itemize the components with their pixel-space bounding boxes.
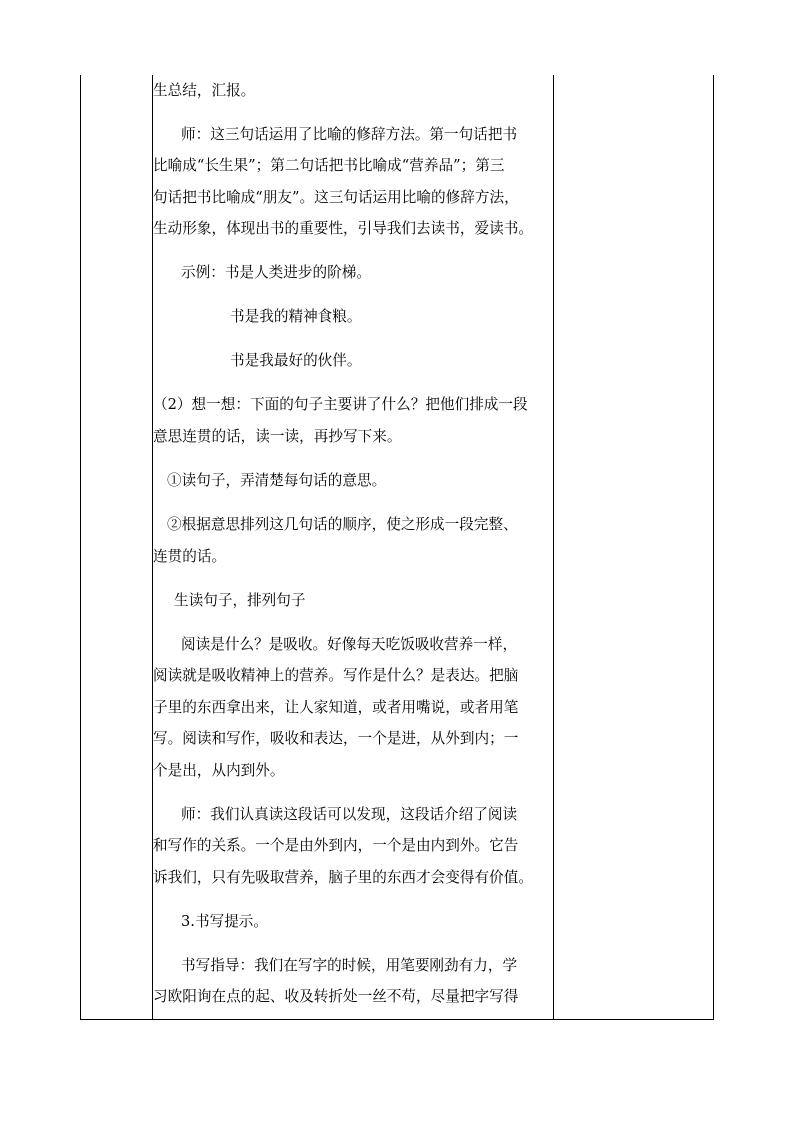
text-line: 意思连贯的话，读一读，再抄写下来。 <box>153 428 402 445</box>
text-line: 书是我最好的伙伴。 <box>230 352 362 369</box>
text-line: 习欧阳询在点的起、收及转折处一丝不苟，尽量把字写得 <box>153 988 519 1005</box>
text-line: 写。阅读和写作，吸收和表达，一个是进，从外到内；一 <box>153 730 519 747</box>
text-line: 示例：书是人类进步的阶梯。 <box>181 264 371 281</box>
text-line: 句话把书比喻成“朋友”。这三句话运用比喻的修辞方法， <box>153 189 519 206</box>
table-column-divider-right <box>553 75 554 1019</box>
text-line: 书写指导：我们在写字的时候，用笔要刚劲有力，学 <box>181 957 518 974</box>
text-line: 阅读是什么？是吸收。好像每天吃饭吸收营养一样， <box>181 636 518 653</box>
text-line: 阅读就是吸收精神上的营养。写作是什么？是表达。把脑 <box>153 667 519 684</box>
lesson-content-cell <box>153 75 553 1020</box>
text-line: 书是我的精神食粮。 <box>230 308 362 325</box>
text-line: 生读句子，排列句子 <box>174 592 306 609</box>
text-line: 师：这三句话运用了比喻的修辞方法。第一句话把书 <box>181 126 518 143</box>
text-line: 子里的东西拿出来，让人家知道，或者用嘴说，或者用笔 <box>153 699 519 716</box>
text-line: ①读句子，弄清楚每句话的意思。 <box>167 472 387 489</box>
text-line: ②根据意思排列这几句话的顺序，使之形成一段完整、 <box>167 516 518 533</box>
text-line: 和写作的关系。一个是由外到内，一个是由内到外。它告 <box>153 837 519 854</box>
text-line: （2）想一想：下面的句子主要讲了什么？把他们排成一段 <box>153 396 528 413</box>
lesson-table <box>80 75 714 1020</box>
text-line: 生总结，汇报。 <box>153 82 256 99</box>
text-line: 连贯的话。 <box>153 548 227 565</box>
text-line: 师：我们认真读这段话可以发现，这段话介绍了阅读 <box>181 806 518 823</box>
text-line: 3.书写提示。 <box>181 913 269 930</box>
text-line: 诉我们，只有先吸取营养，脑子里的东西才会变得有价值。 <box>153 869 533 886</box>
text-line: 比喻成“长生果”；第二句话把书比喻成“营养品”；第三 <box>153 157 505 174</box>
text-line: 个是出，从内到外。 <box>153 762 285 779</box>
text-line: 生动形象，体现出书的重要性，引导我们去读书，爱读书。 <box>153 220 533 237</box>
